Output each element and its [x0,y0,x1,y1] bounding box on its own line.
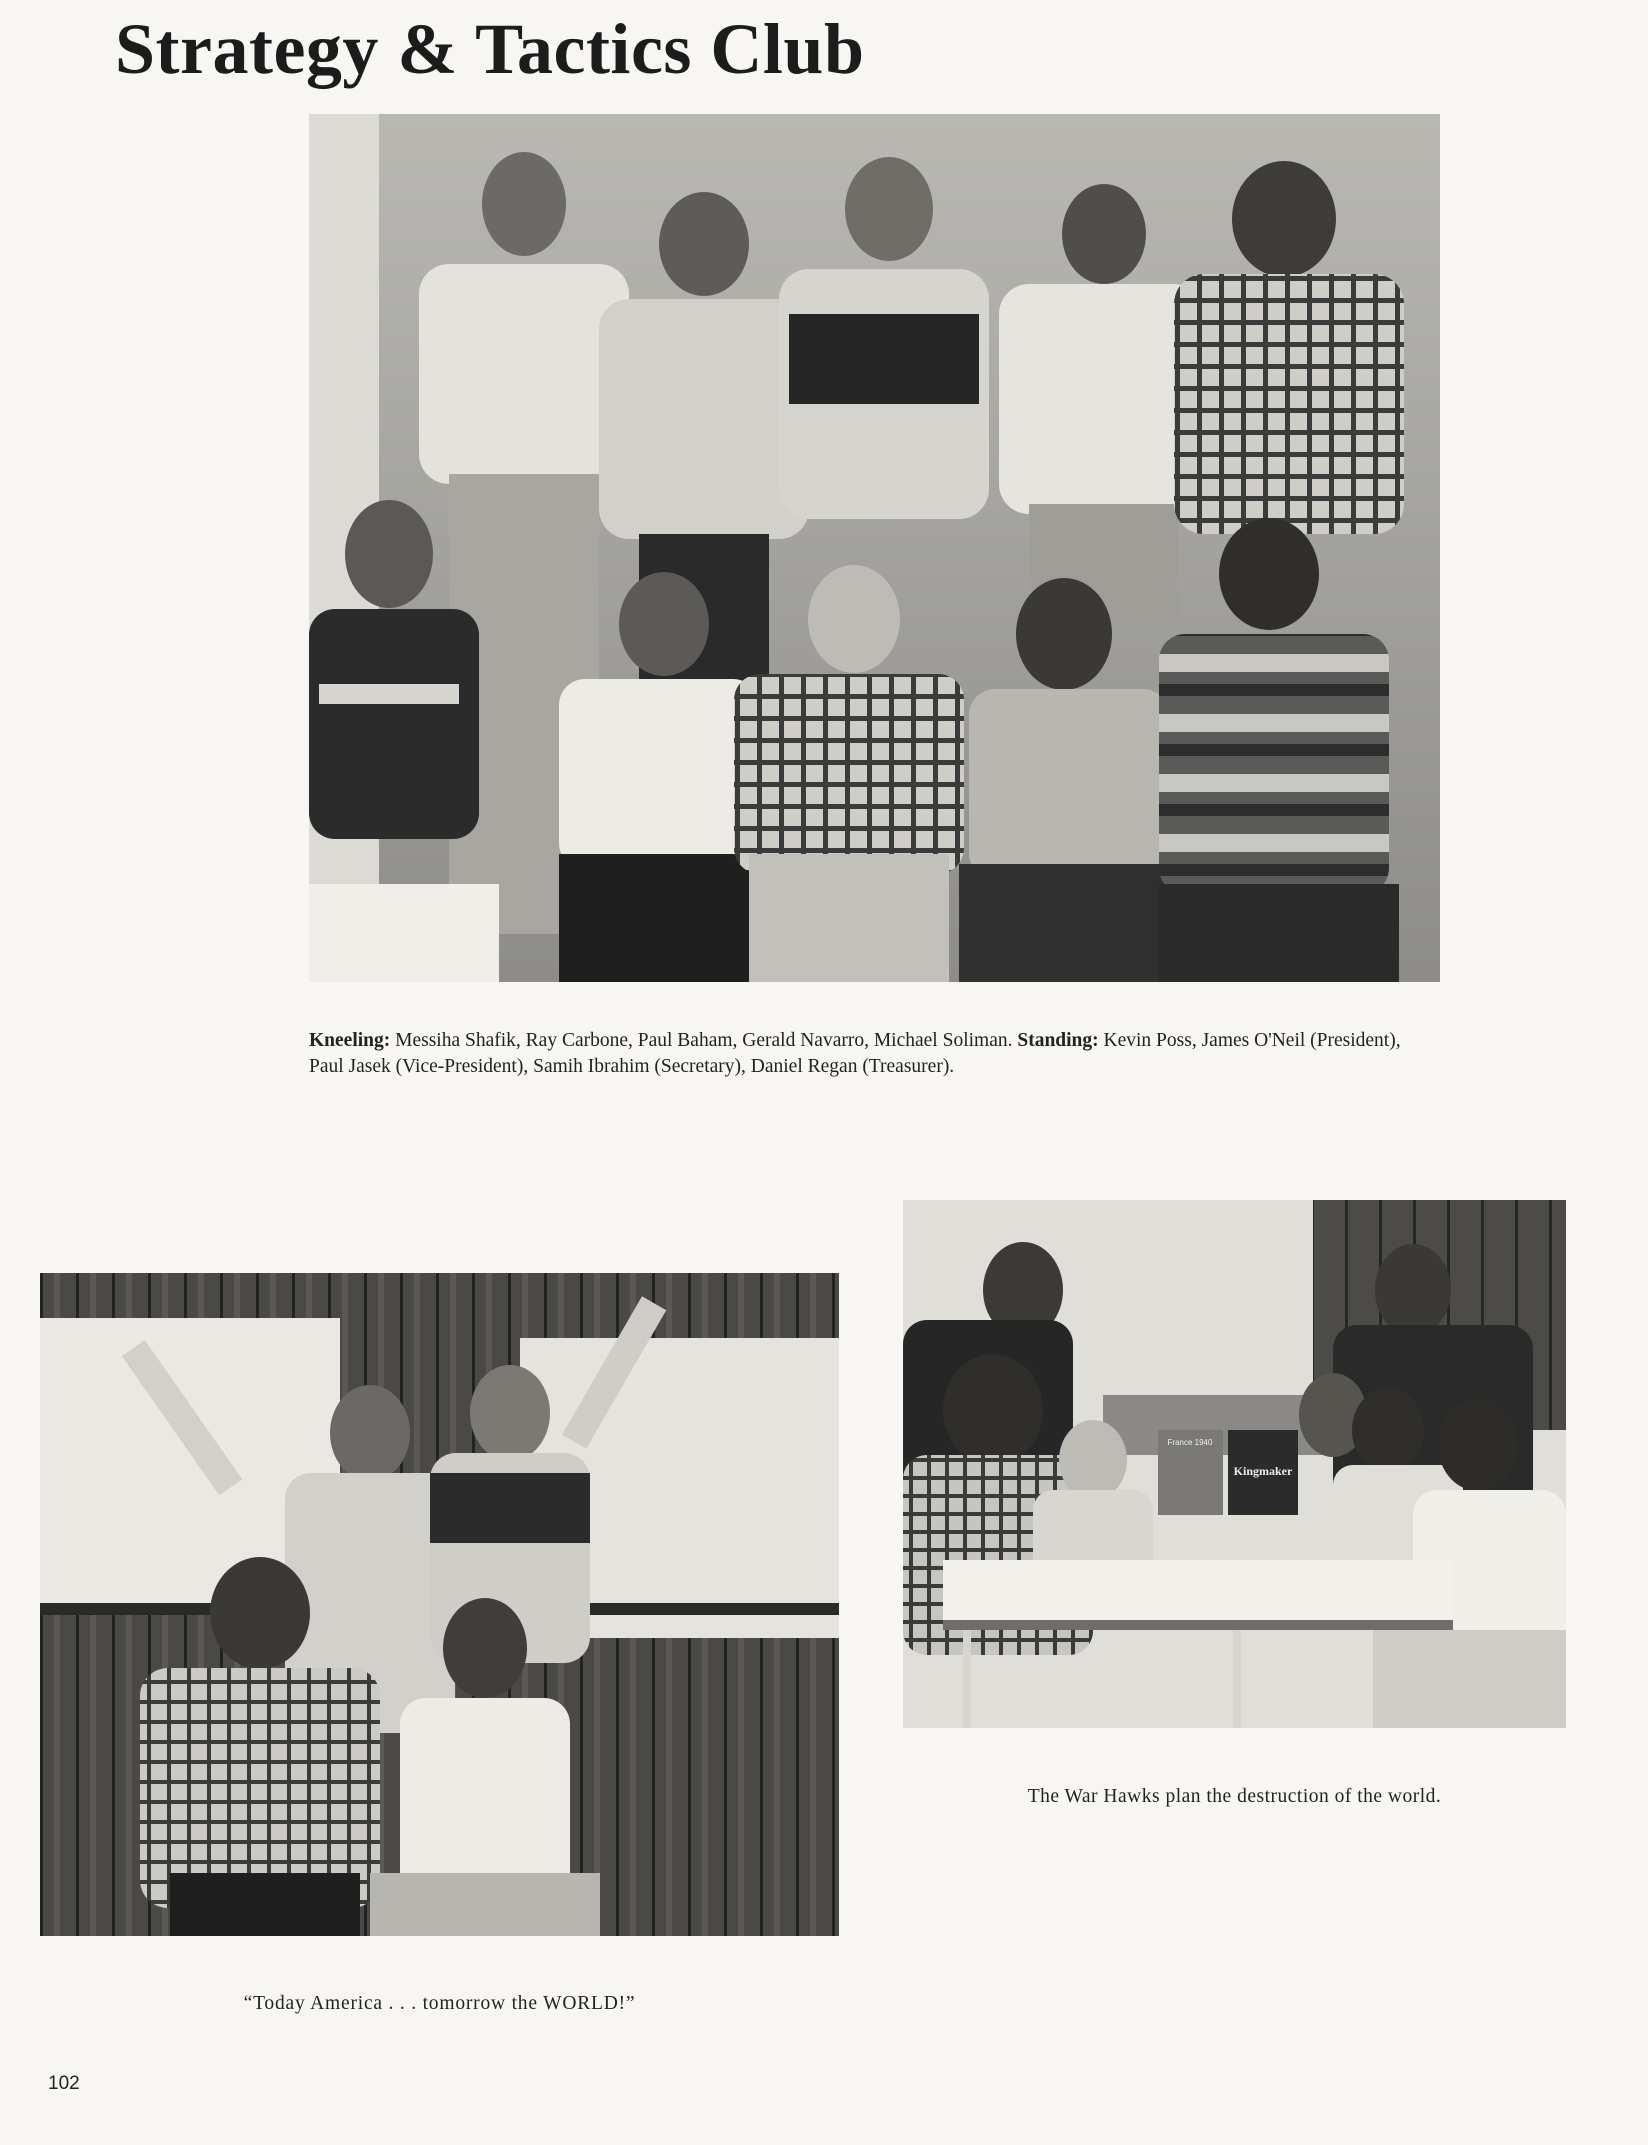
group-photo-image [309,114,1440,982]
group-photo-caption [309,1028,1440,1080]
kneeling-label: Kneeling: [309,1029,391,1051]
war-hawks-photo [903,1200,1566,1728]
game-box-label-kingmaker: Kingmaker [1233,1464,1293,1478]
standing-names: Kevin Poss, James O'Neil (President), Paul Jasek (Vice-President), Samih Ibrahim (Secretary), Daniel Regan (Treasurer). [309,1029,1401,1077]
world-cheer-caption: “Today America . . . tomorrow the WORLD!” [243,1992,636,2014]
page-number: 102 [48,2073,80,2094]
standing-label: Standing: [1017,1029,1099,1051]
world-cheer-photo-image [40,1273,839,1936]
war-hawks-photo-image [903,1200,1566,1728]
game-box-label-france: France 1940 [1167,1438,1213,1447]
group-photo [309,114,1440,982]
world-cheer-photo [40,1273,839,1936]
page-title: Strategy & Tactics Club [115,9,865,89]
kneeling-names: Messiha Shafik, Ray Carbone, Paul Baham, Gerald Navarro, Michael Soliman. [395,1029,1013,1051]
war-hawks-caption: The War Hawks plan the destruction of the world. [1027,1785,1442,1807]
